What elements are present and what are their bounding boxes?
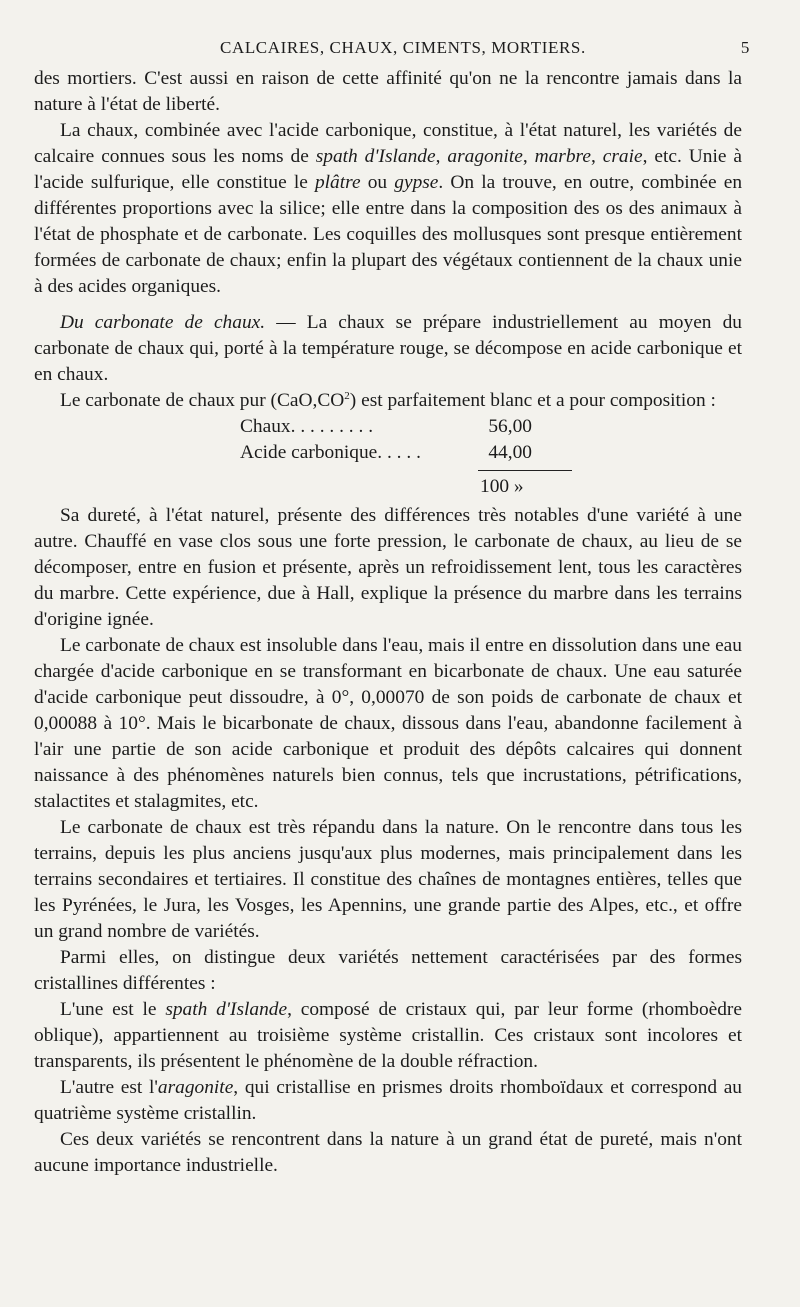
italic-text: spath d'Islande — [165, 999, 288, 1020]
paragraph — [34, 118, 742, 300]
text-run: L'une est le — [60, 999, 166, 1020]
composition-row — [34, 440, 742, 466]
italic-text: aragonite — [157, 1077, 234, 1098]
page-number: 5 — [740, 38, 750, 57]
italic-text: craie — [602, 146, 643, 167]
paragraph: Le carbonate de chaux est très répandu dans la nature. On le rencontre dans tous les terrains, depuis les plus anciens jusqu'aux plus modernes, mais principalement dans les terrains secondaires et tertiaires. Il constitue des chaînes de montagnes entières, telles que les Pyrénées, le Jura, les Vosges, les Apennins, une grande partie des Alpes, etc., et offre un grand nombre de variétés. — [34, 817, 742, 942]
composition-total: 100 » — [480, 476, 524, 497]
italic-text: gypse — [394, 172, 439, 193]
text-run: , — [435, 146, 448, 167]
text-run: ) est parfaitement blanc et a pour composition : — [349, 390, 716, 411]
text-run: ou — [360, 172, 395, 193]
paragraph — [34, 1075, 742, 1127]
text-run: La chaux, combinée avec l'acide carbonique, constitue, à l'état naturel, les variétés de calcaire connues sous les noms de — [34, 120, 742, 167]
composition-label: Chaux. . . . . . . . . — [240, 416, 374, 437]
italic-text: Du carbonate de chaux. — [60, 312, 266, 333]
text-run: , — [590, 146, 603, 167]
page-body — [34, 66, 742, 1179]
italic-text: marbre — [534, 146, 591, 167]
paragraph — [34, 310, 742, 388]
italic-text: plâtre — [314, 172, 361, 193]
text-run: L'autre est l' — [60, 1077, 158, 1098]
text-run: Le carbonate de chaux pur (CaO,CO — [60, 390, 345, 411]
paragraph — [34, 997, 742, 1075]
composition-row — [34, 414, 742, 440]
text-run: , qui cristallise en prismes droits rhomboïdaux et correspond au quatrième système cristallin. — [34, 1077, 742, 1124]
text-run: , etc. Unie à l'acide sulfurique, elle constitue le — [34, 146, 742, 193]
composition-table — [34, 414, 742, 503]
composition-value: 56,00 — [488, 416, 532, 437]
superscript: 2 — [344, 390, 350, 402]
text-run: . On la trouve, en outre, combinée en différentes proportions avec la silice; elle entre dans la composition des os des animaux à l'état de phosphate et de carbonate. Les coquilles des mollusques sont presque entièrement formées de carbonate de chaux; enfin la plupart des végétaux contiennent de la chaux unie à des acides organiques. — [34, 172, 743, 297]
italic-text: spath d'Islande — [315, 146, 436, 167]
italic-text: aragonite — [447, 146, 523, 167]
paragraph: Le carbonate de chaux est insoluble dans l'eau, mais il entre en dissolution dans une eau chargée d'acide carbonique en se transformant en bicarbonate de chaux. Une eau saturée d'acide carbonique peut dissoudre, à 0°, 0,00070 de son poids de carbonate de chaux et 0,00088 à 10°. Mais le bicarbonate de chaux, dissous dans l'eau, abandonne facilement à l'air une partie de son acide carbonique et produit des dépôts calcaires qui donnent naissance à des phénomènes naturels bien connus, tels que incrustations, pétrifications, stalactites et stalagmites, etc. — [34, 635, 742, 812]
composition-value: 44,00 — [488, 442, 532, 463]
text-run: — La chaux se prépare industriellement au moyen du carbonate de chaux qui, porté à la température rouge, se décompose en acide carbonique et en chaux. — [34, 312, 742, 385]
text-run: , composé de cristaux qui, par leur forme (rhomboèdre oblique), appartiennent au troisième système cristallin. Ces cristaux sont incolores et transparents, ils présentent le phénomène de la double réfraction. — [34, 999, 743, 1072]
running-title: CALCAIRES, CHAUX, CIMENTS, MORTIERS. — [220, 38, 586, 57]
paragraph: Sa dureté, à l'état naturel, présente des différences très notables d'une variété à une autre. Chauffé en vase clos sous une forte pression, le carbonate de chaux, au lieu de se décomposer, entre en fusion et présente, après un refroidissement lent, tous les caractères du marbre. Cette expérience, due à Hall, explique la présence du marbre dans les terrains d'origine ignée. — [34, 505, 742, 630]
running-header — [220, 38, 750, 58]
paragraph: des mortiers. C'est aussi en raison de cette affinité qu'on ne la rencontre jamais dans la nature à l'état de liberté. — [34, 68, 742, 115]
text-run: , — [522, 146, 535, 167]
paragraph: Parmi elles, on distingue deux variétés nettement caractérisées par des formes cristallines différentes : — [34, 947, 742, 994]
composition-label: Acide carbonique. . . . . — [240, 442, 421, 463]
paragraph — [34, 388, 742, 414]
paragraph: Ces deux variétés se rencontrent dans la nature à un grand état de pureté, mais n'ont aucune importance industrielle. — [34, 1129, 742, 1176]
